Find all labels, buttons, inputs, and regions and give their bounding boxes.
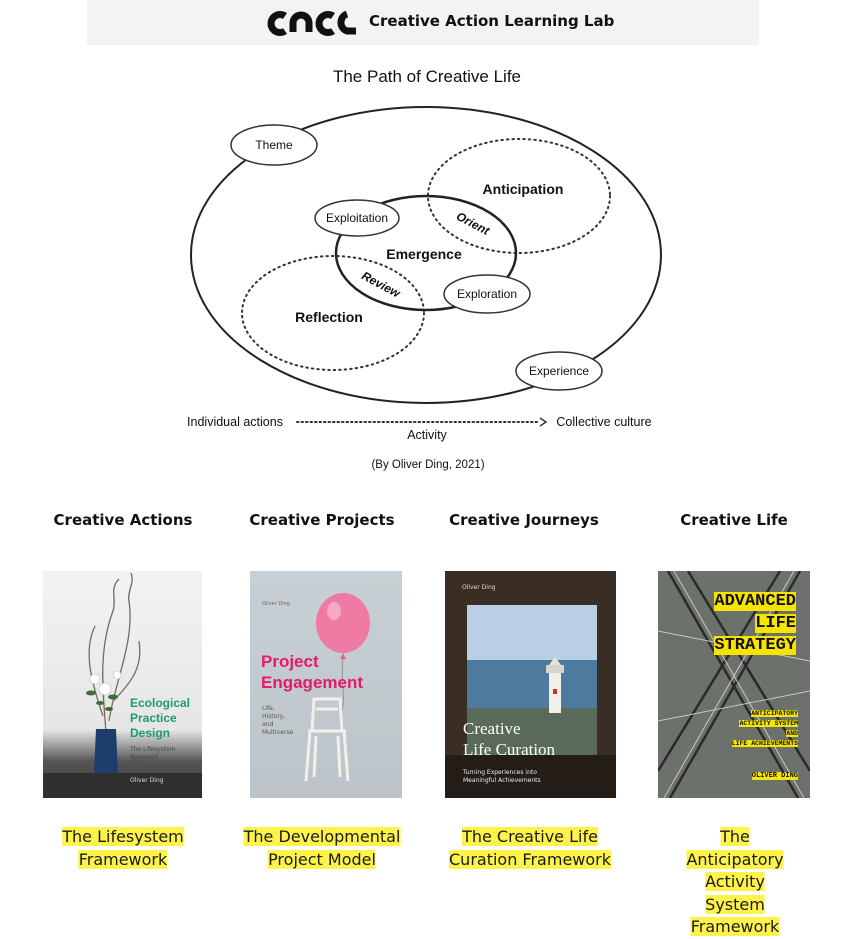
svg-text:Exploration: Exploration — [456, 287, 518, 301]
link-line[interactable]: The Anticipatory — [686, 827, 784, 869]
link-developmental-project-model[interactable] — [244, 826, 401, 871]
book-cover-project-engagement[interactable] — [250, 571, 402, 798]
creative-life-diagram — [175, 58, 675, 478]
link-line[interactable]: Activity System — [705, 872, 765, 914]
book-subtitle: The Lifesystem Approach — [130, 746, 176, 761]
book-author: Oliver Ding — [130, 777, 164, 784]
column-title-life: Creative Life — [680, 511, 788, 529]
column-title-journeys: Creative Journeys — [449, 511, 599, 529]
svg-text:Experience: Experience — [528, 364, 590, 378]
lab-banner — [87, 0, 759, 45]
column-title-projects: Creative Projects — [249, 511, 395, 529]
axis-label: Activity — [407, 428, 447, 442]
theme-bubble — [231, 125, 317, 165]
column-title-actions: Creative Actions — [53, 511, 193, 529]
call-logo — [267, 10, 359, 36]
link-line[interactable]: Framework — [78, 849, 168, 869]
orient-label: Orient — [453, 208, 492, 238]
link-line[interactable]: The Developmental — [243, 827, 401, 846]
book-author: Oliver Ding — [462, 584, 496, 591]
link-lifesystem-framework[interactable] — [62, 826, 184, 871]
reflection-label: Reflection — [295, 309, 363, 325]
link-line[interactable]: Project Model — [268, 849, 376, 869]
diagram-credit: (By Oliver Ding, 2021) — [371, 459, 485, 471]
svg-text:Theme: Theme — [255, 138, 293, 152]
axis-arrow-head — [540, 418, 546, 426]
exploration-bubble — [444, 275, 530, 313]
experience-bubble — [516, 352, 602, 390]
book-author: OLIVER DING — [751, 772, 798, 780]
book-cover-advanced-life-strategy[interactable] — [658, 571, 810, 798]
link-creative-life-curation-framework[interactable] — [449, 826, 611, 871]
lighthouse-illustration — [445, 571, 616, 798]
review-label: Review — [359, 268, 403, 301]
book-cover-creative-life-curation[interactable] — [445, 571, 616, 798]
svg-text:Exploitation: Exploitation — [325, 211, 389, 225]
book-subtitle: Turning Experiences into Meaningful Achievements — [463, 769, 541, 784]
exploitation-bubble — [315, 200, 399, 236]
link-line[interactable]: The Lifesystem — [62, 827, 184, 846]
axis-right-label: Collective culture — [556, 415, 652, 429]
book-subtitle: Life, History, and Multiverse — [262, 705, 294, 736]
diagram-title: The Path of Creative Life — [332, 67, 522, 86]
axis-left-label: Individual actions — [187, 415, 283, 429]
emergence-label: Emergence — [386, 246, 462, 262]
book-cover-ecological-practice-design[interactable] — [43, 571, 202, 798]
book-author: Oliver Ding — [262, 601, 290, 607]
lab-name: Creative Action Learning Lab — [369, 12, 615, 30]
book-title: Ecological Practice Design — [130, 696, 191, 740]
link-line[interactable]: Framework — [690, 917, 780, 936]
link-line[interactable]: Curation Framework — [449, 849, 611, 869]
branch-illustration — [43, 571, 202, 798]
book-subtitle: ANTICIPATORY ACTIVITY SYSTEM AND LIFE ACHIEVEMENTS — [731, 710, 798, 747]
book-title: Project Engagement — [261, 652, 364, 692]
book-title: ADVANCED LIFE STRATEGY — [714, 592, 796, 655]
book-title: Creative Life Curation — [463, 719, 556, 759]
link-anticipatory-activity-system-framework[interactable] — [678, 826, 793, 939]
anticipation-label: Anticipation — [482, 181, 564, 197]
link-line[interactable]: The Creative Life — [462, 827, 598, 846]
